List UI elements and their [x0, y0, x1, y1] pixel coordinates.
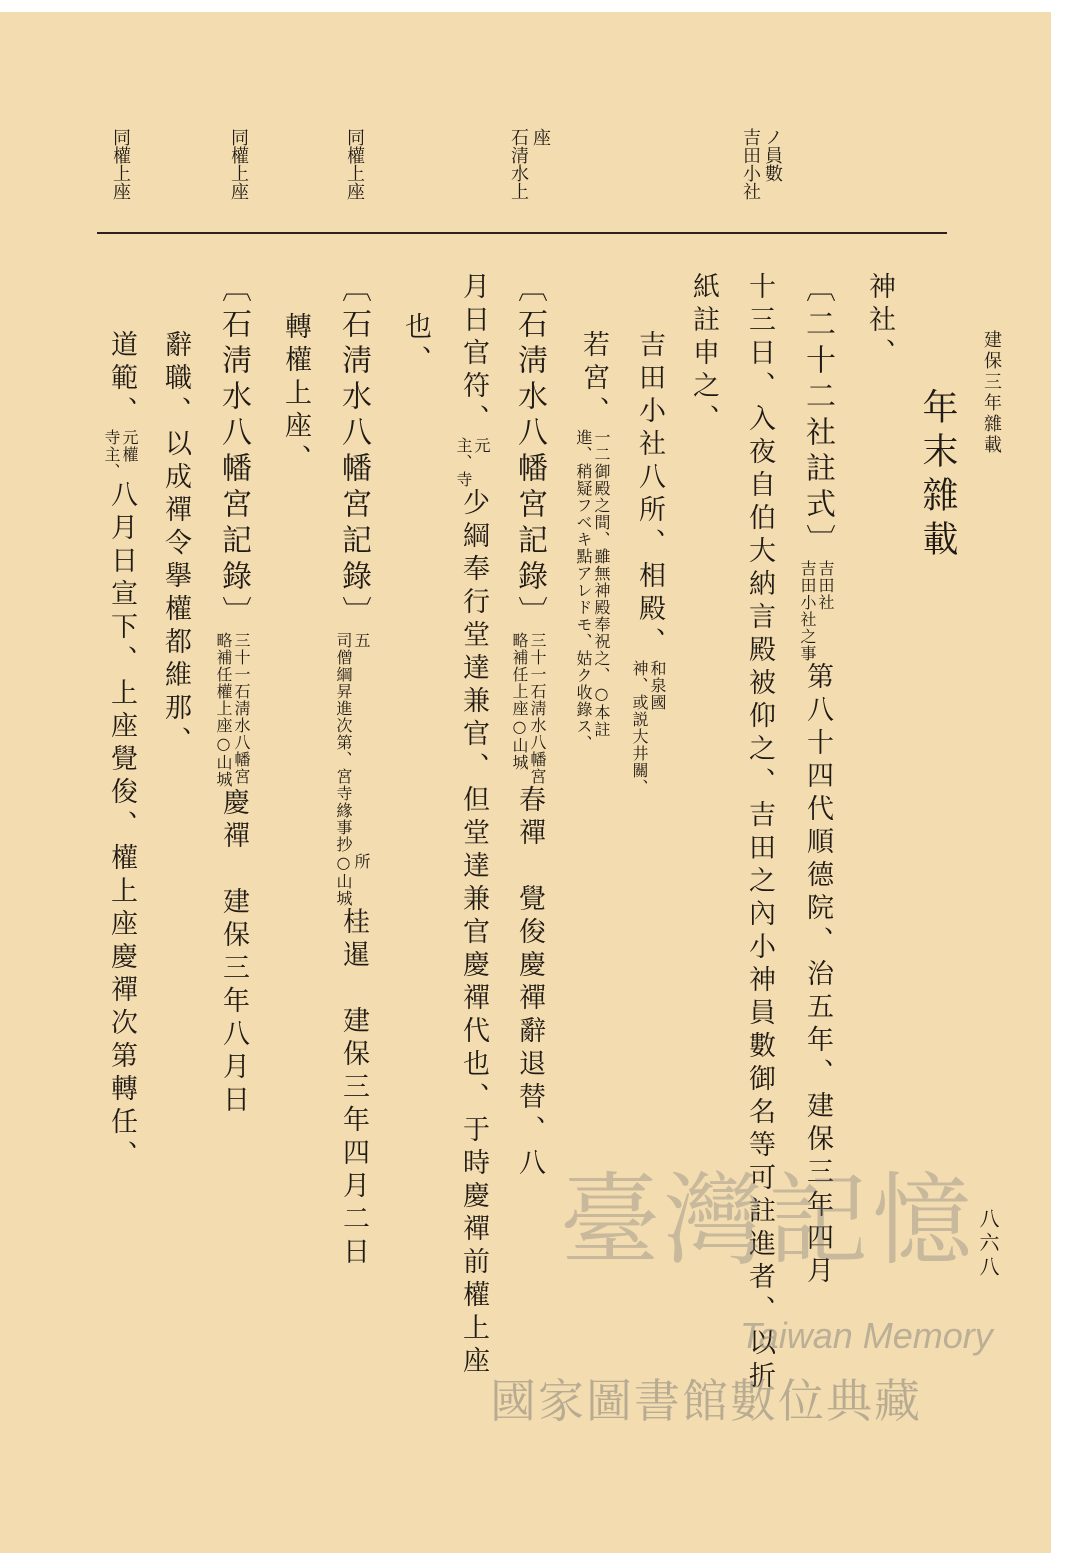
inline-note-line: 進、稍疑フベキ點アレドモ、姑ク收錄ス、 — [574, 429, 593, 752]
column-text: 慶禪 建保三年八月日 — [218, 788, 249, 1118]
margin-note-line: 同權上座 — [344, 128, 365, 200]
column-text: 若宮、 — [578, 330, 609, 429]
inline-note — [334, 853, 370, 907]
text-column-10 — [334, 272, 370, 1270]
inline-note-line: 石淸水八幡宮 — [232, 683, 251, 785]
column-text: 也、 — [400, 312, 431, 378]
source-title: 〔石淸水八幡宮記錄〕 — [216, 272, 251, 632]
margin-note-2 — [506, 128, 550, 200]
margin-note-3 — [342, 128, 364, 200]
inline-note-line: 所 — [352, 853, 371, 870]
margin-note-line: 座 — [530, 128, 551, 146]
inline-note — [574, 429, 610, 752]
source-title: 〔石淸水八幡宮記錄〕 — [336, 272, 371, 632]
inline-note-line: 元 — [472, 437, 491, 454]
inline-note — [102, 429, 138, 480]
margin-note-line: 吉田小社 — [740, 128, 761, 200]
column-text: 少綱奉行堂達兼官、但堂達兼官慶禪代也、于時慶禪前權上座 — [458, 488, 489, 1379]
inline-note-line: 主、寺 — [454, 437, 473, 488]
column-text: 桂暹 建保三年四月二日 — [338, 907, 369, 1270]
text-column-7 — [510, 272, 546, 1181]
inline-note-line: 元權 — [120, 429, 139, 463]
column-text: 神社、 — [864, 272, 895, 371]
text-column-6 — [574, 330, 610, 752]
inline-note-line: 神、或説大井關、 — [630, 660, 649, 796]
column-text: 第八十四代順德院、治五年、建保三年四月 — [802, 662, 833, 1289]
page-border-top — [0, 0, 1067, 12]
inline-note-line: 五 — [352, 632, 371, 649]
text-column-12 — [214, 272, 250, 1118]
inline-note — [630, 660, 666, 796]
text-column-9 — [398, 312, 432, 378]
watermark-english: Taiwan Memory — [740, 1315, 993, 1356]
inline-note-line: 上座○山城 — [510, 683, 529, 771]
inline-note-line: 寺主、 — [102, 429, 121, 480]
page-border-right — [1051, 0, 1067, 1567]
page-number: 八六八 — [976, 1208, 1000, 1280]
source-title: 〔二十二社註式〕 — [800, 272, 835, 560]
text-column-11 — [278, 312, 312, 477]
text-column-5 — [630, 330, 666, 796]
inline-note-line: 權上座○山城 — [214, 683, 233, 788]
inline-note — [214, 683, 250, 788]
inline-note — [334, 632, 370, 853]
text-column-13 — [158, 330, 192, 759]
inline-note — [454, 437, 490, 488]
text-column-8 — [454, 272, 490, 1379]
page-border-bottom — [0, 1553, 1067, 1567]
column-text: 吉田小社八所、相殿、 — [634, 330, 665, 660]
inline-note-line: 略補任 — [214, 632, 233, 683]
source-title: 〔石淸水八幡宮記錄〕 — [512, 272, 547, 632]
inline-note — [510, 632, 546, 683]
column-text: 轉權上座、 — [280, 312, 311, 477]
inline-note-line: 石淸水八幡宮 — [528, 683, 547, 785]
inline-note-line: 三十一 — [528, 632, 547, 683]
text-column-4 — [686, 272, 720, 437]
text-column-2 — [798, 272, 834, 1289]
margin-note-1 — [738, 128, 782, 200]
inline-note-line: 三十一 — [232, 632, 251, 683]
inline-note-line: 吉田社 — [816, 560, 835, 611]
column-text: 月日官符、 — [458, 272, 489, 437]
inline-note — [798, 560, 834, 662]
inline-note-line: 和泉國 — [648, 660, 667, 711]
margin-note-5 — [108, 128, 130, 200]
section-title: 年末雜載 — [917, 388, 958, 564]
running-head: 建保三年雜載 — [981, 330, 1002, 456]
watermark-logo-text: 臺灣記憶 — [560, 1162, 976, 1279]
inline-note — [214, 632, 250, 683]
watermark-subtitle: 國家圖書館數位典藏 — [490, 1374, 922, 1428]
inline-note — [510, 683, 546, 785]
column-text: 十三日、入夜自伯大納言殿被仰之、吉田之內小神員數御名等可註進者、以折 — [744, 272, 775, 1394]
column-text: 道範、 — [106, 330, 137, 429]
inline-note-line: 司僧綱昇進次第、宮寺緣事抄 — [334, 632, 353, 853]
inline-note-line: 吉田小社之事 — [798, 560, 817, 662]
column-text: 春禪 覺俊慶禪辭退替、八 — [514, 785, 545, 1181]
column-text: 八月日宣下、上座覺俊、權上座慶禪次第轉任、 — [106, 480, 137, 1173]
margin-note-4 — [226, 128, 248, 200]
column-text: 辭職、以成禪令擧權都維那、 — [160, 330, 191, 759]
inline-note-line: ○山城 — [334, 853, 353, 907]
inline-note-line: 一二御殿之間、雖無神殿奉祝之、○本註 — [592, 429, 611, 738]
header-rule — [97, 232, 947, 234]
margin-note-line: 同權上座 — [110, 128, 131, 200]
margin-note-line: ノ員數 — [762, 128, 783, 182]
column-text: 紙註申之、 — [688, 272, 719, 437]
margin-note-line: 石清水上 — [508, 128, 529, 200]
text-column-14 — [102, 330, 138, 1173]
margin-note-line: 同權上座 — [228, 128, 249, 200]
text-column-1 — [862, 272, 896, 371]
inline-note-line: 略補任 — [510, 632, 529, 683]
